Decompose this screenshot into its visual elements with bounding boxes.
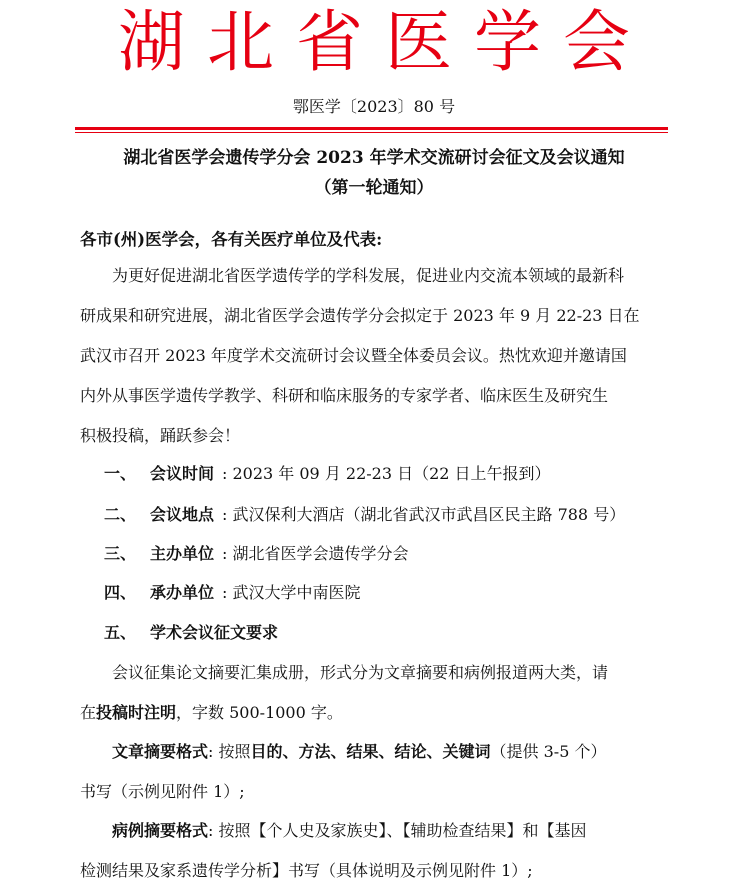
section-value: : 武汉大学中南医院 — [222, 583, 361, 602]
requirements-line: 会议征集论文摘要汇集成册，形式分为文章摘要和病例报道两大类，请 — [112, 663, 609, 682]
case-format-text: : 按照【个人史及家族史】、【辅助检查结果】和【基因 — [208, 821, 587, 840]
section-number: 二、 — [104, 505, 137, 524]
section-label: 学术会议征文要求 — [150, 623, 279, 642]
org-title: 湖北省医学会 — [118, 3, 652, 81]
intro-line: 为更好促进湖北省医学遗传学的学科发展，促进业内交流本领域的最新科 — [112, 266, 625, 285]
section-number: 一、 — [104, 464, 137, 483]
article-format-text: : 按照 — [208, 742, 251, 761]
article-format-label: 文章摘要格式 — [112, 742, 209, 761]
case-format-label: 病例摘要格式 — [112, 821, 209, 840]
section-number: 四、 — [104, 583, 137, 602]
intro-line: 武汉市召开 2023 年度学术交流研讨会议暨全体委员会议。热忱欢迎并邀请国 — [80, 346, 627, 365]
intro-line: 研成果和研究进展，湖北省医学会遗传学分会拟定于 2023 年 9 月 22-23 日在 — [80, 306, 640, 325]
article-format-line: 书写（示例见附件 1）; — [80, 782, 245, 801]
notice-subtitle: （第一轮通知） — [314, 178, 434, 198]
case-format-line: 检测结果及家系遗传学分析】书写（具体说明及示例见附件 1）; — [80, 861, 533, 880]
intro-line: 内外从事医学遗传学教学、科研和临床服务的专家学者、临床医生及研究生 — [80, 386, 609, 405]
section-value: : 2023 年 09 月 22-23 日（22 日上午报到） — [222, 464, 551, 483]
requirements-line — [80, 702, 343, 724]
red-header-rule-thick — [75, 127, 668, 130]
intro-line: 积极投稿，踊跃参会！ — [80, 426, 241, 445]
section-label: 主办单位 — [150, 544, 215, 563]
salutation: 各市(州)医学会，各有关医疗单位及代表: — [80, 230, 383, 249]
section-value: : 湖北省医学会遗传学分会 — [222, 544, 409, 563]
red-header-rule-thin — [75, 132, 668, 133]
article-format-text: （提供 3-5 个） — [490, 742, 607, 761]
requirements-text: 在 — [80, 703, 97, 722]
section-label: 会议地点 — [150, 505, 215, 524]
requirements-emphasis: 投稿时注明 — [96, 703, 177, 722]
section-number: 三、 — [104, 544, 137, 563]
section-label: 会议时间 — [150, 464, 215, 483]
section-value: : 武汉保利大酒店（湖北省武汉市武昌区民主路 788 号） — [222, 505, 626, 524]
notice-title: 湖北省医学会遗传学分会 2023 年学术交流研讨会征文及会议通知 — [123, 148, 625, 168]
section-label: 承办单位 — [150, 583, 215, 602]
requirements-text: ，字数 500-1000 字。 — [176, 703, 343, 722]
article-format-line — [112, 741, 606, 763]
article-format-keywords: 目的、方法、结果、结论、关键词 — [250, 742, 491, 761]
document-number: 鄂医学〔2023〕80 号 — [292, 97, 456, 116]
section-number: 五、 — [104, 623, 137, 642]
case-format-line — [112, 820, 587, 842]
